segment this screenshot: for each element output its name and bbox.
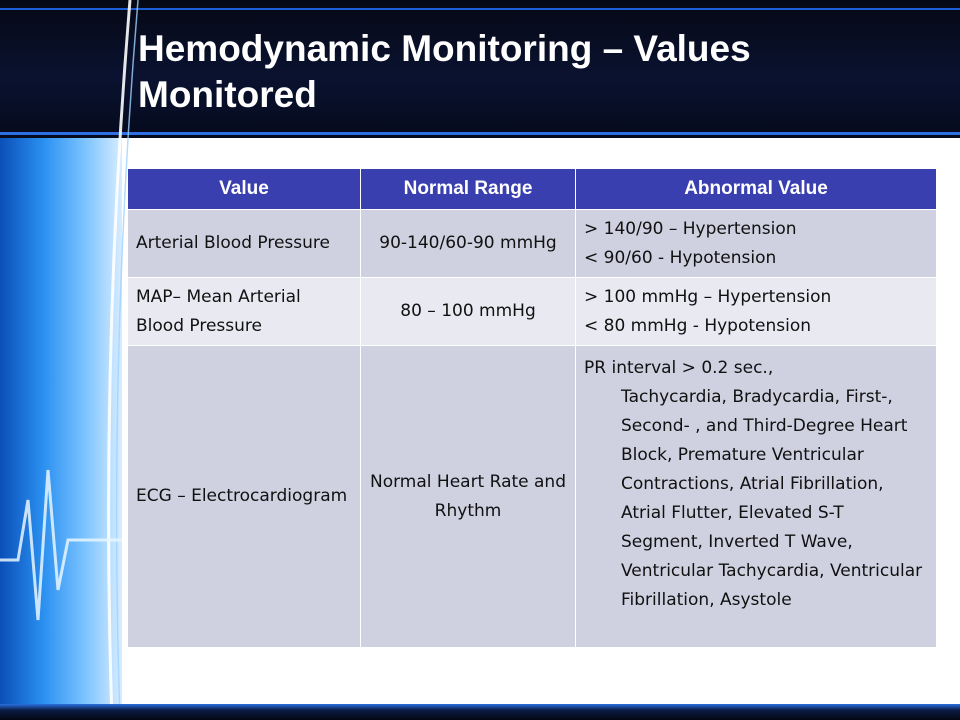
abnormal-line: > 140/90 – Hypertension [584, 218, 797, 239]
hemodynamic-values-table [127, 168, 937, 648]
abnormal-line: < 90/60 - Hypotension [584, 247, 777, 268]
abnormal-indented-list: Tachycardia, Bradycardia, First-, Second- , and Third-Degree Heart Block, Premature Ventricular Contractions, Atrial Fibrillation, Atrial Flutter, Elevated S-T Segment, Inverted T Wave, Ventricular Tachycardia, Ventricular Fibrillation, Asystole [621, 387, 923, 610]
cell-normal-range: 80 – 100 mmHg [361, 278, 576, 346]
heartbeat-line-graphic [0, 470, 122, 620]
cell-value: ECG – Electrocardiogram [128, 346, 361, 648]
slide-title: Hemodynamic Monitoring – Values Monitored [138, 28, 751, 115]
cell-value: Arterial Blood Pressure [128, 210, 361, 278]
cell-normal-range: 90-140/60-90 mmHg [361, 210, 576, 278]
table-header-row [128, 169, 937, 210]
abnormal-first-line: PR interval > 0.2 sec., [584, 358, 774, 378]
table-row [128, 278, 937, 346]
table-row [128, 346, 937, 648]
cell-value: MAP– Mean Arterial Blood Pressure [128, 278, 361, 346]
column-header-abnormal-value: Abnormal Value [576, 169, 937, 210]
cell-abnormal-value [576, 210, 937, 278]
cell-abnormal-value [576, 346, 937, 648]
cell-normal-range: Normal Heart Rate and Rhythm [361, 346, 576, 648]
table-row [128, 210, 937, 278]
column-header-normal-range: Normal Range [361, 169, 576, 210]
abnormal-line: < 80 mmHg - Hypotension [584, 315, 812, 336]
footer-band [0, 704, 960, 720]
abnormal-line: > 100 mmHg – Hypertension [584, 286, 832, 307]
column-header-value: Value [128, 169, 361, 210]
cell-abnormal-value [576, 278, 937, 346]
